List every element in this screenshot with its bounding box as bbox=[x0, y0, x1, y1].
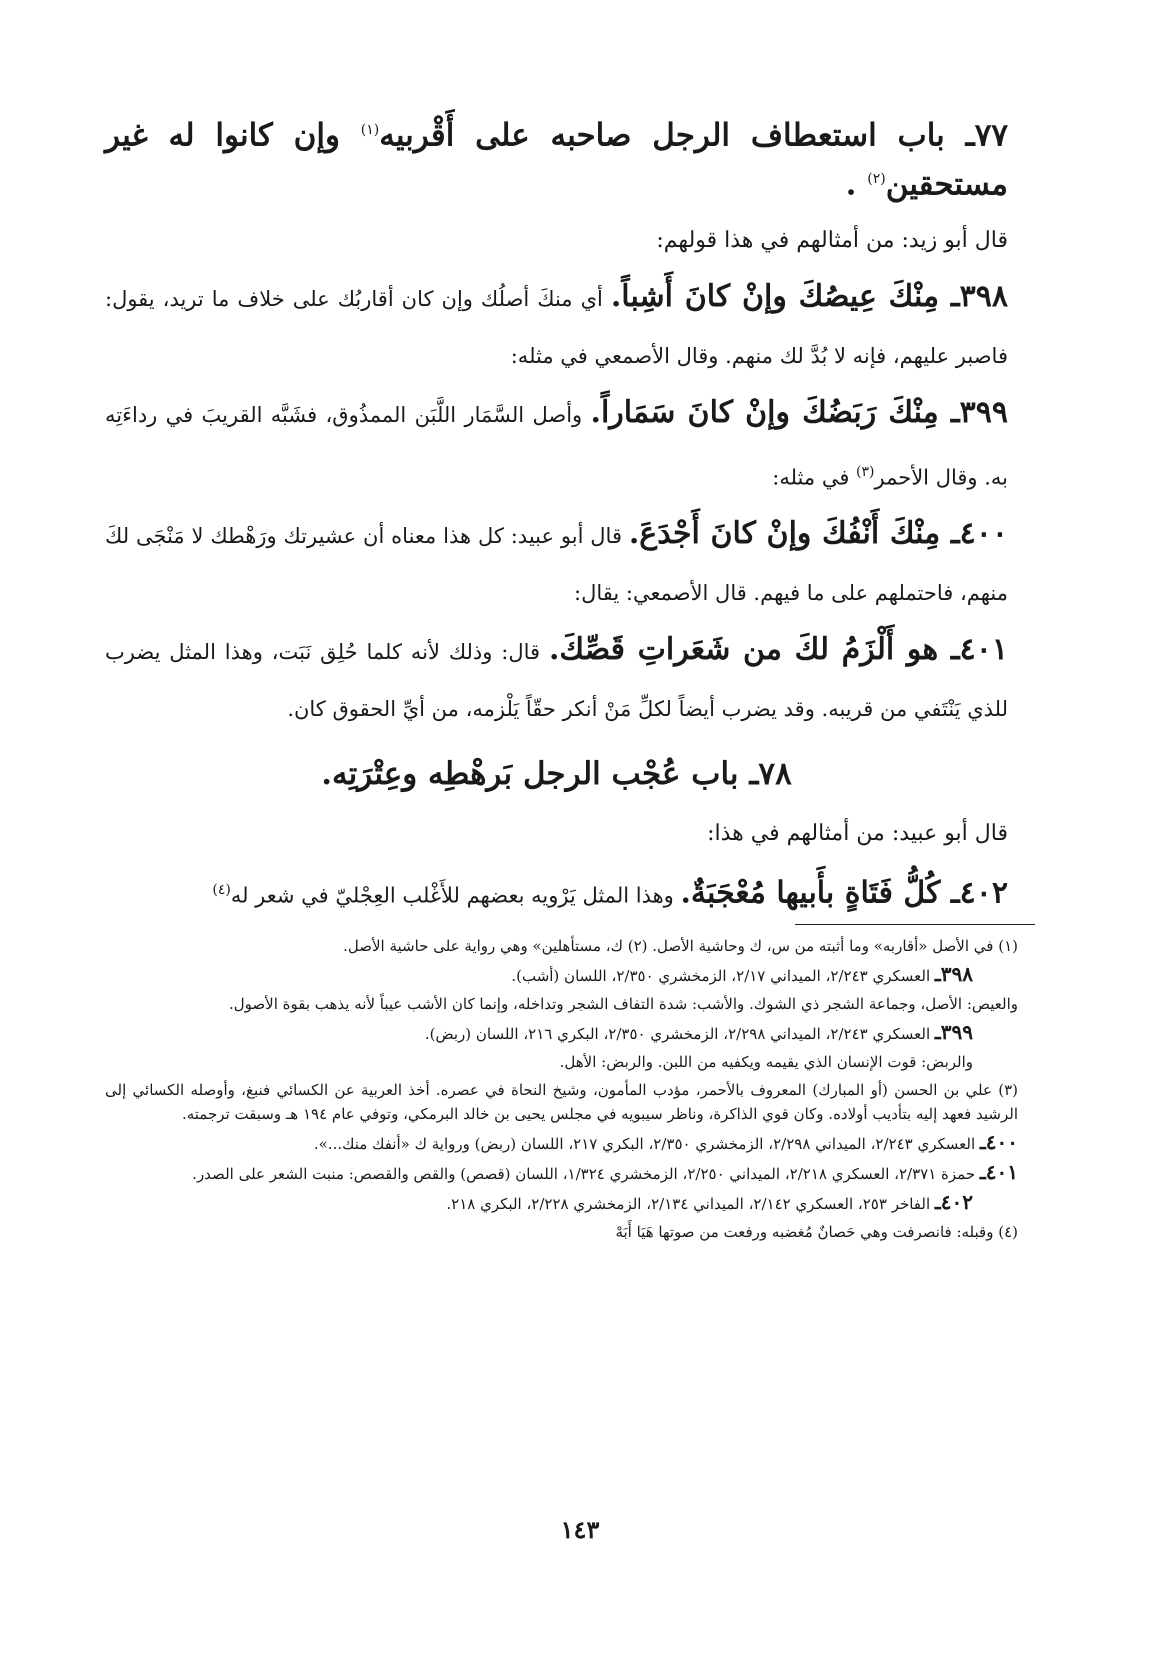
footnote-4: (٤) وقبله: فانصرفت وهي حَصانٌ مُغضبه ورفعت من صوتها هَيَا أَبَهْ bbox=[615, 1223, 1018, 1241]
ref-399: ٣٩٩ـ العسكري ٢/٢٤٣، الميداني ٢/٢٩٨، الزمخشري ٢/٣٥٠، البكري ٢١٦، اللسان (ربض). bbox=[424, 1020, 973, 1044]
page-number: ١٤٣ bbox=[560, 1515, 600, 1544]
proverb-398 bbox=[105, 269, 1008, 385]
ref-402: ٤٠٢ـ الفاخر ٢٥٣، العسكري ٢/١٤٢، الميداني ٢/١٣٤، الزمخشري ٢/٢٢٨، البكري ٢١٨. bbox=[446, 1190, 973, 1214]
footnote-divider bbox=[795, 924, 1035, 925]
ref-401: ٤٠١ـ حمزة ٢/٣٧١، العسكري ٢/٢١٨، الميداني ٢/٢٥٠، الزمخشري ١/٣٢٤، اللسان (قصص) والقص والقصص: منبت الشعر على الصدر. bbox=[192, 1160, 1018, 1184]
ref-398: ٣٩٨ـ العسكري ٢/٢٤٣، الميداني ٢/١٧، الزمخشري ٢/٣٥٠، اللسان (أشب). bbox=[511, 962, 973, 986]
footnote-1-2: (١) في الأصل «أقاربه» وما أثبته من س، ك وحاشية الأصل. (٢) ك، مستأهلين» وهي رواية على حاشية الأصل. bbox=[343, 937, 1018, 955]
gloss-399: والربض: قوت الإنسان الذي يقيمه ويكفيه من اللبن. والربض: الأهل. bbox=[559, 1053, 973, 1071]
proverb-402-text: وهذا المثل يَرْويه بعضهم للأَغْلب العِجْليّ في شعر له bbox=[230, 883, 681, 908]
proverb-401-text: قال: وذلك لأنه كلما حُلِق نَبَت، وهذا المثل يضرب للذي يَنْتَفي من قريبه. وقد يضرب أيضاً لكلِّ مَنْ أنكر حقّاً يَلْزمه، من أيِّ الحقوق كان. bbox=[105, 639, 1008, 721]
proverb-400-head: ٤٠٠ـ مِنْكَ أَنْفُكَ وإنْ كانَ أَجْدَعَ. bbox=[628, 515, 1008, 551]
ref-400: ٤٠٠ـ العسكري ٢/٢٤٣، الميداني ٢/٢٩٨، الزمخشري ٢/٣٥٠، البكري ٢١٧، اللسان (ربض) ورواية ك «أنفك منك...». bbox=[313, 1130, 1018, 1154]
proverb-402-head: ٤٠٢ـ كُلُّ فَتَاةٍ بأَبيها مُعْجَبَةٌ. bbox=[680, 875, 1008, 911]
intro-77: قال أبو زيد: من أمثالهم في هذا قولهم: bbox=[656, 227, 1008, 253]
chapter-78-heading: ٧٨ـ باب عُجْب الرجل بَرهْطِه وعِتْرَتِه. bbox=[321, 755, 792, 792]
main-text bbox=[105, 108, 1008, 924]
footnote-ref-2: (٢) bbox=[867, 171, 886, 188]
proverb-400 bbox=[105, 506, 1008, 622]
chapter-77-heading: ٧٧ـ باب استعطاف الرجل صاحبه على أَقْربيه$^{(١)}$ وإن كانوا له غير مستحقين$^{(٢)}$ . bbox=[105, 117, 1008, 203]
proverb-401-head: ٤٠١ـ هو أَلْزَمُ لكَ من شَعَراتِ قَصِّكَ. bbox=[548, 631, 1009, 667]
footnotes bbox=[105, 930, 1018, 1248]
footnote-ref-4: (٤) bbox=[212, 881, 231, 898]
proverb-399: ٣٩٩ـ مِنْكَ رَبَضُكَ وإنْ كانَ سَمَاراً. وأصل السَّمَار اللَّبَن الممذُوق، فشَبَّه القريبَ في رداءَتِه به. وقال الأحمر$^{(٣)}$ في مثله: bbox=[105, 394, 1008, 489]
footnote-ref-1: (١) bbox=[360, 122, 380, 138]
proverb-399-text: وأصل السَّمَار اللَّبَن الممذُوق، فشَبَّه القريبَ في رداءَتِه به. وقال الأحمر bbox=[105, 402, 1008, 489]
gloss-398: والعيص: الأصل، وجماعة الشجر ذي الشوك. والأشب: شدة التفاف الشجر وتداخله، وإنما كان الأشب عيباً لأنه يذهب بقوة الأصول. bbox=[228, 995, 1018, 1013]
proverb-398-text: أي منكَ أصلُك وإن كان أقاربُك على خلاف ما تريد، يقول: فاصبر عليهم، فإنه لا بُدَّ لك منهم. وقال الأصمعي في مثله: bbox=[105, 286, 1008, 368]
proverb-398-head: ٣٩٨ـ مِنْكَ عِيصُكَ وإنْ كانَ أَشِباً. bbox=[610, 278, 1008, 314]
proverb-401 bbox=[105, 622, 1008, 738]
intro-78: قال أبو عبيد: من أمثالهم في هذا: bbox=[707, 820, 1008, 846]
proverb-402 bbox=[105, 862, 1008, 924]
footnote-ref-3: (٣) bbox=[856, 463, 875, 480]
proverb-400-text: قال أبو عبيد: كل هذا معناه أن عشيرتك ورَهْطك لا مَنْجَى لكَ منهم، فاحتملهم على ما فيهم. قال الأصمعي: يقال: bbox=[105, 523, 1008, 605]
footnote-3: (٣) علي بن الحسن (أو المبارك) المعروف بالأحمر، مؤدب المأمون، وشيخ النحاة في عصره. أخذ العربية عن الكسائي فنبغ، وأوصله الكسائي إلى الرشيد فعهد إليه بتأديب أولاده. وكان قوي الذاكرة، وناظر سيبويه في مجلس يحيى بن خالد البرمكي، وتوفي عام ١٩٤ هـ وسبقت ترجمته. bbox=[105, 1081, 1018, 1123]
proverb-399-head: ٣٩٩ـ مِنْكَ رَبَضُكَ وإنْ كانَ سَمَاراً. bbox=[590, 394, 1008, 430]
